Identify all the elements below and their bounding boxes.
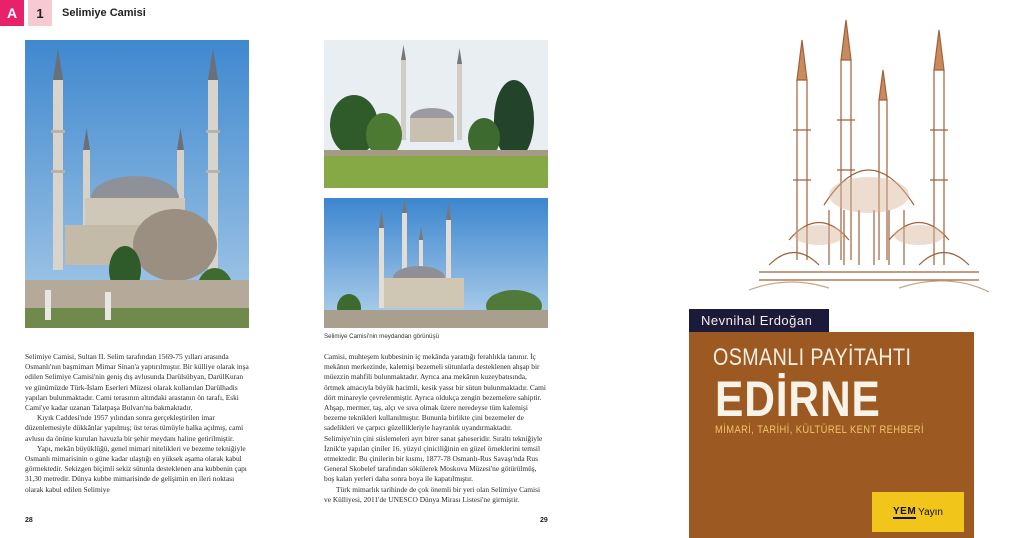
mosque-photo-square <box>324 198 548 328</box>
mosque-photo-park <box>324 40 548 188</box>
cover-title: EDİRNE <box>715 371 881 427</box>
photo-caption: Selimiye Camisi'nin meydandan görünüşü <box>324 333 440 340</box>
book-cover <box>689 0 1024 538</box>
chapter-number-badge: 1 <box>28 0 52 26</box>
publisher-word: Yayın <box>918 506 943 518</box>
left-page-number: 28 <box>25 517 33 524</box>
chapter-header <box>0 0 300 26</box>
cover-subtitle: MİMARİ, TARİHİ, KÜLTÜREL KENT REHBERİ <box>715 424 924 436</box>
right-paragraph-2: Türk mimarlık tarihinde de çok önemli bir yeri olan Selimiye Camisi ve Külliyesi, 2011'de UNESCO Dünya Mirası Listesi'ne girmiştir. <box>324 484 541 504</box>
right-page-number: 29 <box>540 517 548 524</box>
mosque-sketch-illustration <box>729 10 999 310</box>
left-paragraph-2: Kıyık Caddesi'nde 1957 yılından sonra gerçekleştirilen imar düzenlemesiyle dükkânlar yapılmış; üst teras tümüyle halka açılmış, cami avlusu da önüne kurulan havuzla bir şehir meydanı haline getirilmiştir. <box>25 413 244 443</box>
publisher-logo <box>872 492 964 532</box>
left-paragraph-3: Yapı, mekân büyüklüğü, genel mimari nitelikleri ve bezeme tekniğiyle Osmanlı mimarisinin o güne kadar ulaştığı en yüksek aşama olarak kabul görmektedir. Sekizgen biçimli sekiz sütunla desteklenen ana kubbenin çapı 31,30 metredir. Dünya kubbe mimarisinde de gelişimin en ileri noktası olarak kabul edilen Selimiye <box>25 443 247 494</box>
right-page-text <box>324 352 548 505</box>
publisher-brand: YEM <box>892 505 917 517</box>
left-paragraph-1: Selimiye Camisi, Sultan II. Selim tarafından 1569-75 yılları arasında Osmanlı'nın başmimarı Mimar Sinan'a yaptırılmıştır. Bir külliye olarak inşa edilen Selimiye Camisi'nin geniş dış avlusunda Darülsübyan, DarülKuran ve günümüzde Türk-İslam Eserleri Müzesi olarak kullanılan Darülhadis yapıları bulunmaktadır. Cami terasının altındaki arastanın ön tarafı, Eski Cami'ye kadar uzanan Talatpaşa Bulvarı'na bakmaktadır. <box>25 352 249 413</box>
section-letter-badge: A <box>0 0 24 26</box>
cover-kicker: OSMANLI PAYİTAHTI <box>713 344 912 371</box>
left-page-text <box>25 352 249 495</box>
chapter-title: Selimiye Camisi <box>62 7 146 19</box>
mosque-photo-main <box>25 40 249 328</box>
right-paragraph-1: Camisi, muhteşem kubbesinin iç mekânda yarattığı ferahlıkla tanınır. İç mekânın merkezinde, kalemişi bezemeli sütunlarla desteklenen ahşap bir müezzin mahfili bulunmaktadır. Ayrıca ana mekânın kuzeybatısında, örtmek amacıyla büyük hacimli, kesik yassı bir sütun bulunmaktadır. Cami dört minareyle çevrelenmiştir. Ayrıca oldukça zengin bezemelere sahiptir. Ahşap, mermer, taş, alçı ve sıva olmak üzere neredeyse tüm kalemişi bezeme teknikleri kullanılmıştır. Bununla birlikte çini bezemeler de sadelikleri ve çarpıcı güzellikleriyle hayranlık uyandırmaktadır. Selimiye'nin çini süslemeleri ayrı birer sanat şaheseridir. Sıraltı tekniğiyle İznik'te yapılan çiniler 16. yüzyıl çiniciliğinin en güzel örneklerini temsil etmektedir. Bu çinilerin bir kısmı, 1877-78 Osmanlı-Rus Savaşı'nda Rus General Skobelef tarafından sökülerek Moskova Müzesi'ne götürülmüş, boş kalan yerleri daha sonra boya ile kapatılmıştır. <box>324 352 546 484</box>
author-name: Nevnihal Erdoğan <box>689 309 829 332</box>
